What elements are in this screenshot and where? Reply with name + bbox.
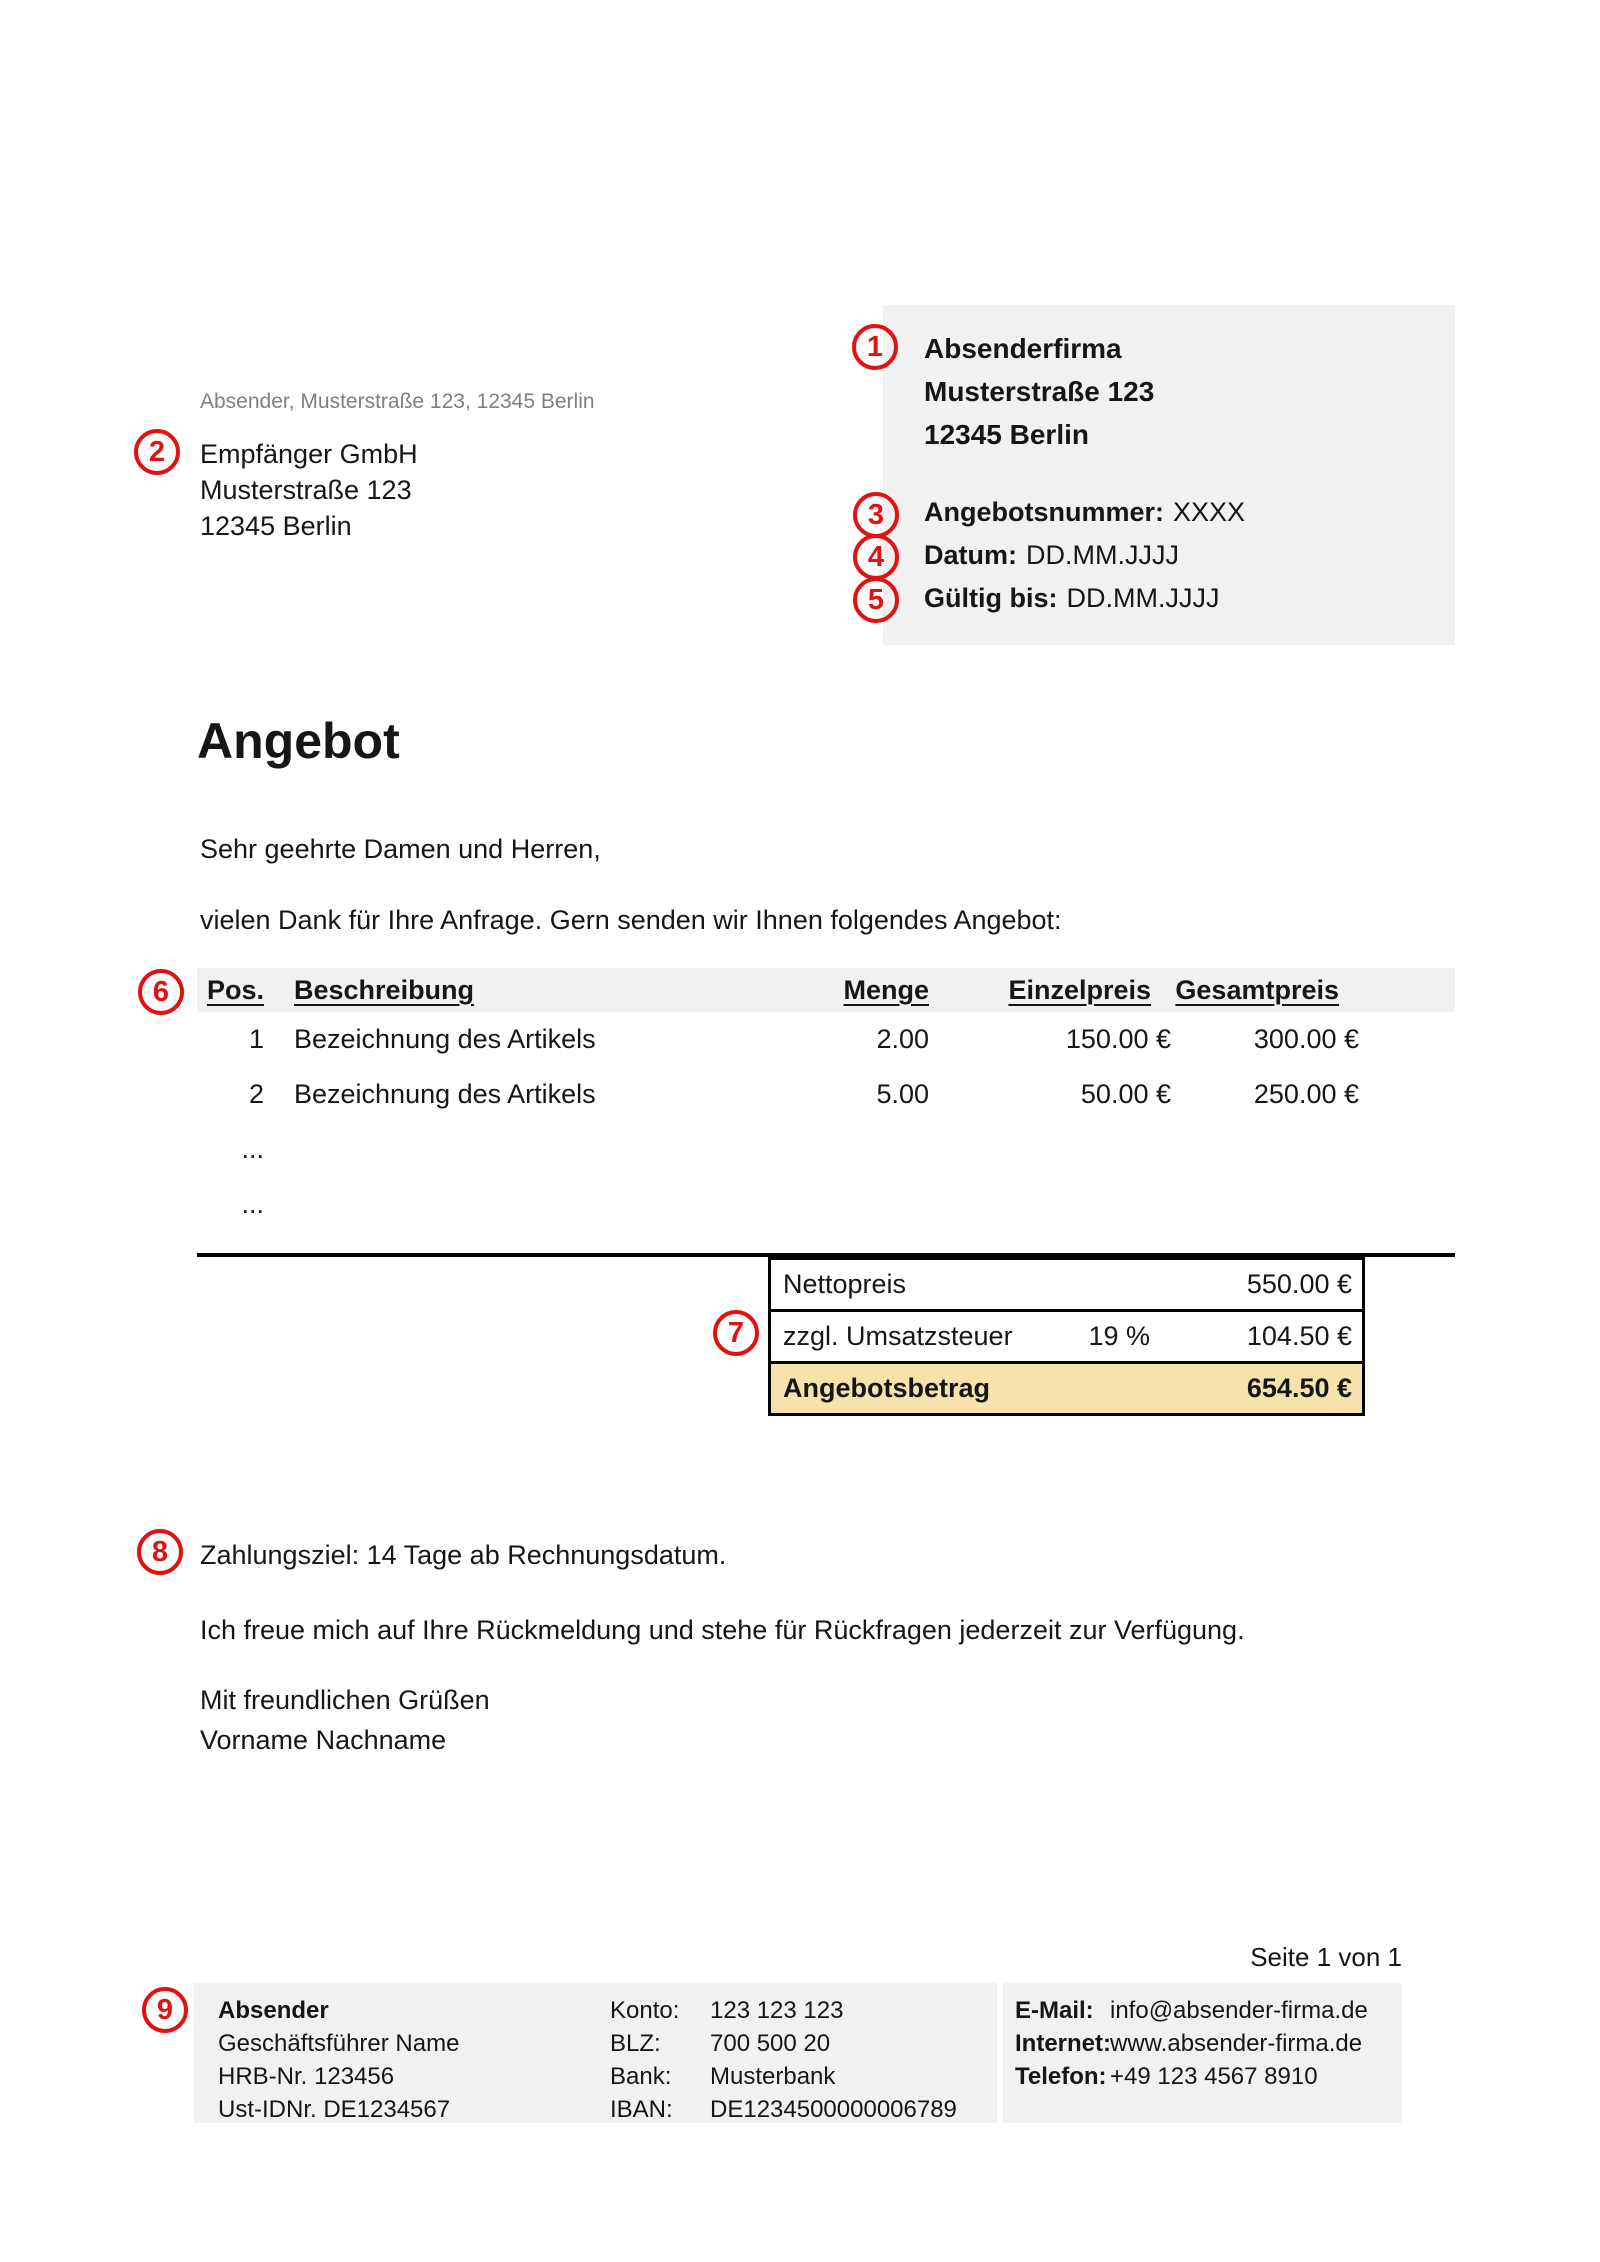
footer-telefon-row	[1015, 2060, 1368, 2093]
table-row	[197, 1012, 1455, 1067]
item-description: Bezeichnung des Artikels	[294, 1079, 596, 1109]
internet-value: www.absender-firma.de	[1110, 2030, 1363, 2057]
annotation-circle-9: 9	[142, 1987, 188, 2033]
footer-iban-row	[610, 2093, 957, 2126]
sender-company-street: Musterstraße 123	[924, 376, 1155, 407]
return-address-line: Absender, Musterstraße 123, 12345 Berlin	[200, 390, 595, 413]
footer-konto-row	[610, 1994, 957, 2027]
item-pos: ...	[241, 1134, 264, 1164]
offer-valid-until-label: Gültig bis:	[924, 583, 1058, 613]
annotation-circle-7: 7	[713, 1310, 759, 1356]
recipient-city: 12345 Berlin	[200, 511, 352, 541]
offer-date-label: Datum:	[924, 540, 1017, 570]
offer-number-value: XXXX	[1173, 497, 1246, 527]
footer-contact-column	[1015, 1994, 1368, 2093]
sender-company-city: 12345 Berlin	[924, 419, 1089, 450]
netto-label: Nettopreis	[783, 1269, 907, 1299]
footer-company-name: Absender	[218, 1997, 329, 2024]
header-menge: Menge	[843, 974, 929, 1005]
item-unit-price: 50.00 €	[1080, 1079, 1171, 1109]
email-label: E-Mail:	[1015, 1997, 1094, 2024]
telefon-label: Telefon:	[1015, 2063, 1107, 2090]
internet-label: Internet:	[1015, 2030, 1111, 2057]
item-quantity: 2.00	[876, 1024, 929, 1054]
item-description: Bezeichnung des Artikels	[294, 1024, 596, 1054]
page-indicator: Seite 1 von 1	[1250, 1942, 1402, 1972]
items-table	[197, 968, 1455, 1232]
konto-value: 123 123 123	[710, 1997, 844, 2024]
closing-text: Ich freue mich auf Ihre Rückmeldung und stehe für Rückfragen jederzeit zur Verfügung.	[200, 1615, 1245, 1645]
annotation-circle-8: 8	[137, 1529, 183, 1575]
tax-row	[771, 1309, 1362, 1361]
footer-blz-row	[610, 2027, 957, 2060]
annotation-circle-5: 5	[853, 577, 899, 623]
netto-value: 550.00 €	[1246, 1269, 1352, 1299]
totals-box	[768, 1257, 1365, 1416]
email-value: info@absender-firma.de	[1110, 1997, 1368, 2024]
annotation-circle-2: 2	[134, 429, 180, 475]
item-total-price: 300.00 €	[1253, 1024, 1359, 1054]
items-table-header-row	[197, 968, 1455, 1012]
footer-bank-column	[610, 1994, 957, 2126]
sender-info-panel	[883, 305, 1455, 645]
iban-value: DE1234500000006789	[710, 2096, 957, 2123]
item-pos: 2	[248, 1079, 264, 1109]
offer-number-field	[924, 491, 1245, 534]
footer-internet-row	[1015, 2027, 1368, 2060]
annotation-circle-4: 4	[853, 534, 899, 580]
item-quantity: 5.00	[876, 1079, 929, 1109]
iban-label: IBAN:	[610, 2096, 673, 2123]
header-gesamtpreis: Gesamtpreis	[1175, 974, 1339, 1005]
table-row	[197, 1067, 1455, 1122]
footer-vat-id: Ust-IDNr. DE1234567	[218, 2096, 451, 2123]
offer-meta-fields	[924, 491, 1245, 620]
item-total-price: 250.00 €	[1253, 1079, 1359, 1109]
recipient-address-block	[200, 436, 418, 544]
footer-managing-director: Geschäftsführer Name	[218, 2030, 460, 2057]
recipient-name: Empfänger GmbH	[200, 439, 418, 469]
header-beschreibung: Beschreibung	[294, 974, 475, 1005]
annotation-circle-3: 3	[853, 492, 899, 538]
footer-left-panel	[194, 1983, 997, 2123]
tax-label: zzgl. Umsatzsteuer	[783, 1321, 1013, 1351]
header-einzelpreis: Einzelpreis	[1008, 974, 1151, 1005]
grand-total-row	[771, 1361, 1362, 1413]
annotation-circle-6: 6	[138, 969, 184, 1015]
header-pos: Pos.	[206, 974, 264, 1005]
blz-value: 700 500 20	[710, 2030, 831, 2057]
footer-hrb-number: HRB-Nr. 123456	[218, 2063, 395, 2090]
offer-valid-until-field	[924, 577, 1245, 620]
konto-label: Konto:	[610, 1997, 680, 2024]
grand-total-value: 654.50 €	[1246, 1373, 1352, 1403]
item-pos: 1	[248, 1024, 264, 1054]
offer-number-label: Angebotsnummer:	[924, 497, 1165, 527]
blz-label: BLZ:	[610, 2030, 661, 2057]
bank-value: Musterbank	[710, 2063, 836, 2090]
document-title: Angebot	[197, 713, 400, 769]
offer-date-value: DD.MM.JJJJ	[1026, 540, 1179, 570]
footer-company-column	[218, 1994, 459, 2126]
sender-company-block	[924, 327, 1154, 456]
tax-rate: 19 %	[1088, 1321, 1150, 1351]
table-row-placeholder	[197, 1122, 1455, 1177]
sender-company-name: Absenderfirma	[924, 333, 1122, 364]
regards-text: Mit freundlichen Grüßen	[200, 1685, 490, 1715]
bank-label: Bank:	[610, 2063, 672, 2090]
payment-terms-text: Zahlungsziel: 14 Tage ab Rechnungsdatum.	[200, 1540, 727, 1570]
item-unit-price: 150.00 €	[1065, 1024, 1171, 1054]
footer-email-row	[1015, 1994, 1368, 2027]
item-pos: ...	[241, 1189, 264, 1219]
telefon-value: +49 123 4567 8910	[1110, 2063, 1318, 2090]
signature-name: Vorname Nachname	[200, 1725, 447, 1755]
footer-right-panel	[1003, 1983, 1402, 2123]
grand-total-label: Angebotsbetrag	[783, 1373, 991, 1403]
offer-valid-until-value: DD.MM.JJJJ	[1066, 583, 1220, 613]
offer-date-field	[924, 534, 1245, 577]
footer-bank-row	[610, 2060, 957, 2093]
netto-row	[771, 1260, 1362, 1309]
intro-text: vielen Dank für Ihre Anfrage. Gern senden wir Ihnen folgendes Angebot:	[200, 905, 1062, 935]
recipient-street: Musterstraße 123	[200, 475, 412, 505]
tax-value: 104.50 €	[1246, 1321, 1352, 1351]
salutation-text: Sehr geehrte Damen und Herren,	[200, 834, 601, 864]
annotation-circle-1: 1	[852, 324, 898, 370]
table-row-placeholder	[197, 1177, 1455, 1232]
